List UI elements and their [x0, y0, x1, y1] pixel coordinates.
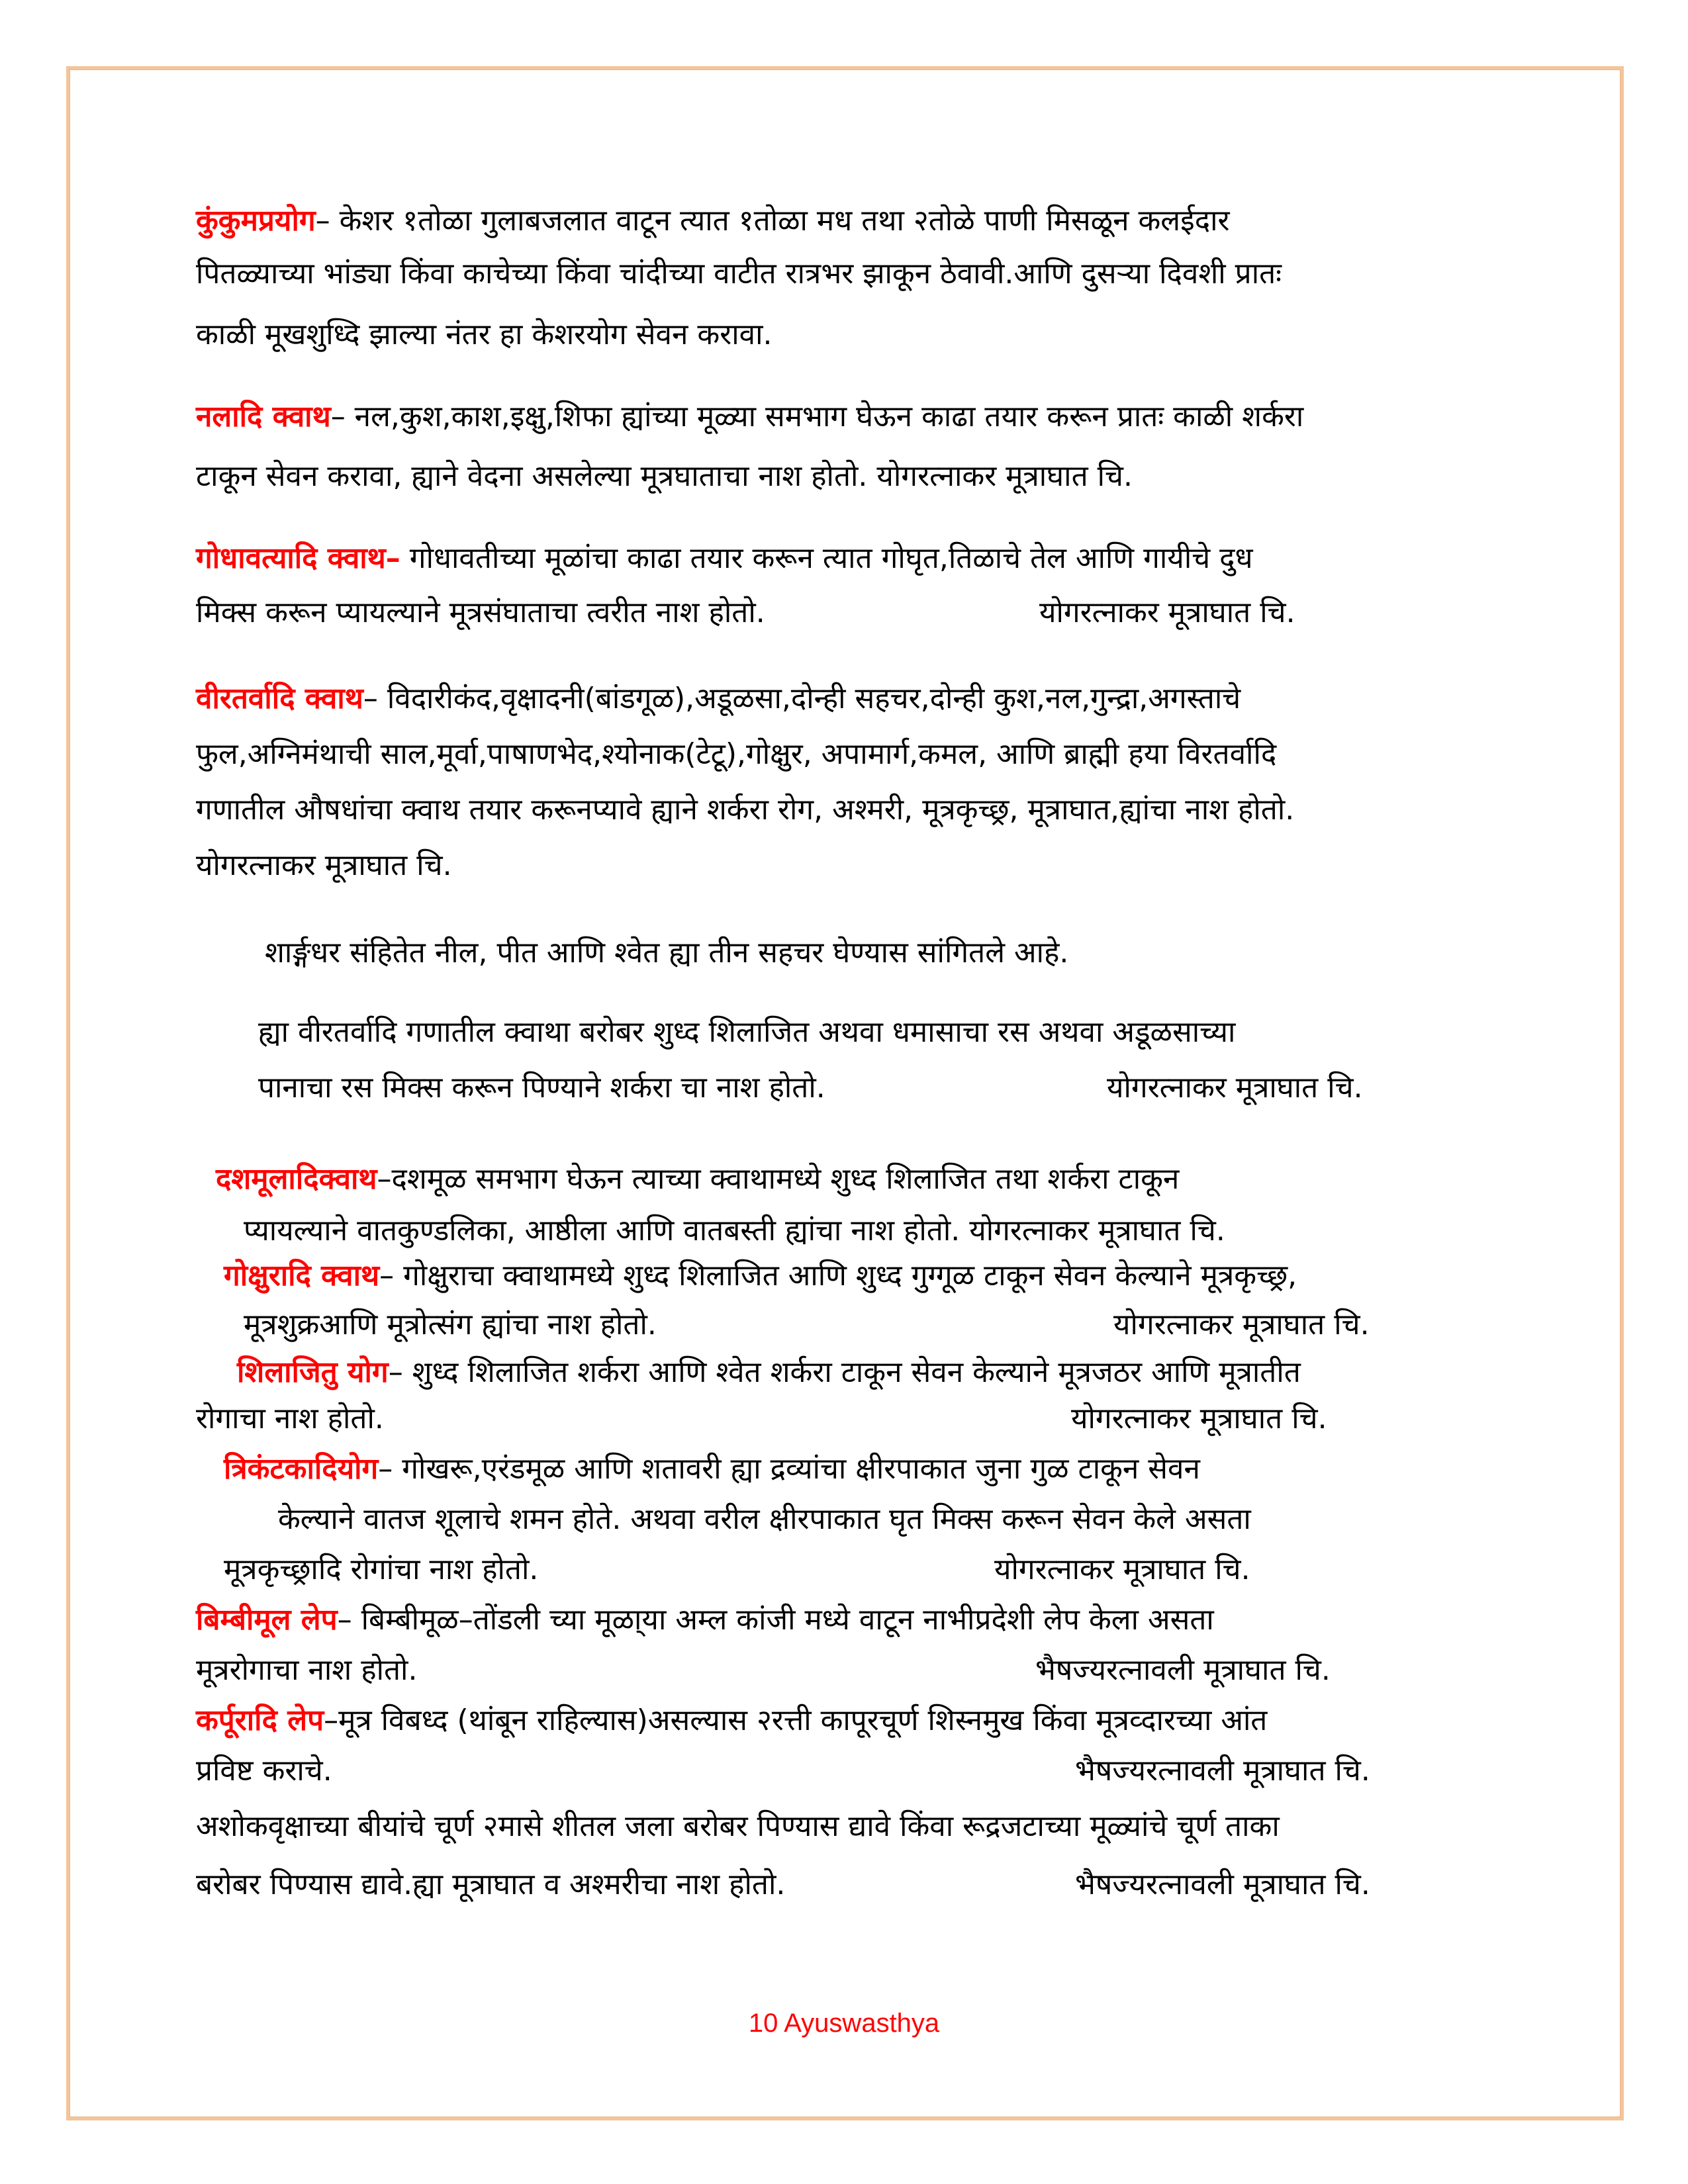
paragraph-line: प्यायल्याने वातकुण्डलिका, आष्ठीला आणि वातबस्ती ह्यांचा नाश होतो. योगरत्नाकर मूत्राघात चि. — [244, 1214, 1225, 1248]
paragraph-line — [196, 201, 1230, 241]
source-reference: भैषज्यरत्नावली मूत्राघात चि. — [1035, 1653, 1331, 1687]
source-reference: योगरत्नाकर मूत्राघात चि. — [1113, 1308, 1370, 1342]
paragraph-line — [196, 679, 1241, 719]
remedy-heading: कर्पूरादि लेप — [196, 1704, 324, 1737]
source-reference: योगरत्नाकर मूत्राघात चि. — [1107, 1071, 1363, 1105]
paragraph-line — [224, 1449, 1200, 1489]
source-reference: भैषज्यरत्नावली मूत्राघात चि. — [1075, 1868, 1370, 1901]
source-reference: भैषज्यरत्नावली मूत्राघात चि. — [1075, 1754, 1370, 1788]
source-reference: योगरत्नाकर मूत्राघात चि. — [1039, 596, 1295, 629]
remedy-heading: वीरतर्वादि क्वाथ — [196, 682, 363, 715]
paragraph-line: केल्याने वातज शूलाचे शमन होते. अथवा वरील क्षीरपाकात घृत मिक्स करून सेवन केले असता — [278, 1502, 1251, 1536]
paragraph-line: मिक्स करून प्यायल्याने मूत्रसंघाताचा त्वरीत नाश होतो. — [196, 596, 765, 629]
paragraph-line: योगरत्नाकर मूत्राघात चि. — [196, 848, 452, 882]
paragraph-line: प्रविष्ट कराचे. — [196, 1754, 332, 1788]
remedy-text: –दशमूळ समभाग घेऊन त्याच्या क्वाथामध्ये शुध्द शिलाजित तथा शर्करा टाकून — [377, 1162, 1180, 1196]
paragraph-line: शार्ङ्गधर संहितेत नील, पीत आणि श्वेत ह्या तीन सहचर घेण्यास सांगितले आहे. — [265, 936, 1069, 970]
paragraph-line — [224, 1256, 1297, 1296]
remedy-heading: नलादि क्वाथ — [196, 400, 331, 433]
paragraph-line — [196, 397, 1303, 437]
remedy-text: –मूत्र विबध्द (थांबून राहिल्यास)असल्यास २रत्ती कापूरचूर्ण शिस्नमुख किंवा मूत्रव्दारच्या आंत — [324, 1704, 1268, 1737]
remedy-heading: कुंकुमप्रयोग — [196, 204, 316, 238]
paragraph-line — [216, 1160, 1179, 1199]
remedy-text: – नल,कुश,काश,इक्षु,शिफा ह्यांच्या मूळ्या समभाग घेऊन काढा तयार करून प्रातः काळी शर्करा — [330, 400, 1304, 433]
paragraph-line: ह्या वीरतर्वादि गणातील क्वाथा बरोबर शुध्द शिलाजित अथवा धमासाचा रस अथवा अडूळसाच्या — [258, 1015, 1236, 1049]
paragraph-line: मूत्ररोगाचा नाश होतो. — [196, 1653, 418, 1687]
paragraph-line — [196, 1600, 1214, 1640]
paragraph-line: टाकून सेवन करावा, ह्याने वेदना असलेल्या मूत्रघाताचा नाश होतो. योगरत्नाकर मूत्राघात चि. — [196, 459, 1133, 493]
remedy-heading: त्रिकंटकादियोग — [224, 1452, 379, 1486]
source-reference: योगरत्नाकर मूत्राघात चि. — [994, 1553, 1250, 1586]
remedy-heading: गोधावत्यादि क्वाथ– — [196, 541, 400, 575]
paragraph-line: मूत्रशुक्रआणि मूत्रोत्संग ह्यांचा नाश होतो. — [244, 1308, 657, 1342]
paragraph-line: पानाचा रस मिक्स करून पिण्याने शर्करा चा नाश होतो. — [258, 1071, 825, 1105]
paragraph-line — [196, 539, 1253, 578]
remedy-text: – केशर १तोळा गुलाबजलात वाटून त्यात १तोळा मध तथा २तोळे पाणी मिसळून कलईदार — [315, 204, 1230, 238]
source-reference: योगरत्नाकर मूत्राघात चि. — [1071, 1402, 1327, 1435]
paragraph-line: रोगाचा नाश होतो. — [196, 1402, 384, 1435]
paragraph-line: अशोकवृक्षाच्या बीयांचे चूर्ण २मासे शीतल जला बरोबर पिण्यास द्यावे किंवा रूद्रजटाच्या मूळ्यांचे चूर्ण ताका — [196, 1809, 1280, 1843]
remedy-heading: दशमूलादिक्वाथ — [216, 1162, 377, 1196]
remedy-text: – बिम्बीमूळ–तोंडली च्या मूळा्या अम्ल कांजी मध्ये वाटून नाभीप्रदेशी लेप केला असता — [337, 1603, 1214, 1637]
paragraph-line: गणातील औषधांचा क्वाथ तयार करूनप्यावे ह्याने शर्करा रोग, अश्मरी, मूत्रकृच्छ्र, मूत्राघात,ह्यांचा नाश होतो. — [196, 793, 1295, 827]
remedy-text: – विदारीकंद,वृक्षादनी(बांडगूळ),अडूळसा,दोन्ही सहचर,दोन्ही कुश,नल,गुन्द्रा,अगस्ताचे — [363, 682, 1241, 715]
remedy-text: – गोखरू,एरंडमूळ आणि शतावरी ह्या द्रव्यांचा क्षीरपाकात जुना गुळ टाकून सेवन — [378, 1452, 1200, 1486]
paragraph-line: काळी मूखशुध्दि झाल्या नंतर हा केशरयोग सेवन करावा. — [196, 318, 773, 351]
remedy-text: गोधावतीच्या मूळांचा काढा तयार करून त्यात गोघृत,तिळाचे तेल आणि गायीचे दुध — [400, 541, 1253, 575]
paragraph-line — [237, 1353, 1301, 1392]
paragraph-line: मूत्रकृच्छ्रादि रोगांचा नाश होतो. — [224, 1553, 539, 1586]
remedy-text: – गोक्षुराचा क्वाथामध्ये शुध्द शिलाजित आणि शुध्द गुग्गूळ टाकून सेवन केल्याने मूत्रकृच्छ्र, — [379, 1259, 1297, 1293]
paragraph-line: फुल,अग्निमंथाची साल,मूर्वा,पाषाणभेद,श्योनाक(टेटू),गोक्षुर, अपामार्ग,कमल, आणि ब्राह्मी हया विरतर्वादि — [196, 737, 1277, 771]
paragraph-line: पितळ्याच्या भांड्या किंवा काचेच्या किंवा चांदीच्या वाटीत रात्रभर झाकून ठेवावी.आणि दुसऱ्या दिवशी प्रातः — [196, 257, 1282, 291]
remedy-heading: बिम्बीमूल लेप — [196, 1603, 338, 1637]
remedy-text: – शुध्द शिलाजित शर्करा आणि श्वेत शर्करा टाकून सेवन केल्याने मूत्रजठर आणि मूत्रातीत — [388, 1355, 1301, 1389]
paragraph-line: बरोबर पिण्यास द्यावे.ह्या मूत्राघात व अश्मरीचा नाश होतो. — [196, 1868, 786, 1901]
remedy-heading: गोक्षुरादि क्वाथ — [224, 1259, 380, 1293]
paragraph-line — [196, 1701, 1267, 1741]
page-footer: 10 Ayuswasthya — [748, 2009, 940, 2038]
remedy-heading: शिलाजितु योग — [237, 1355, 389, 1389]
